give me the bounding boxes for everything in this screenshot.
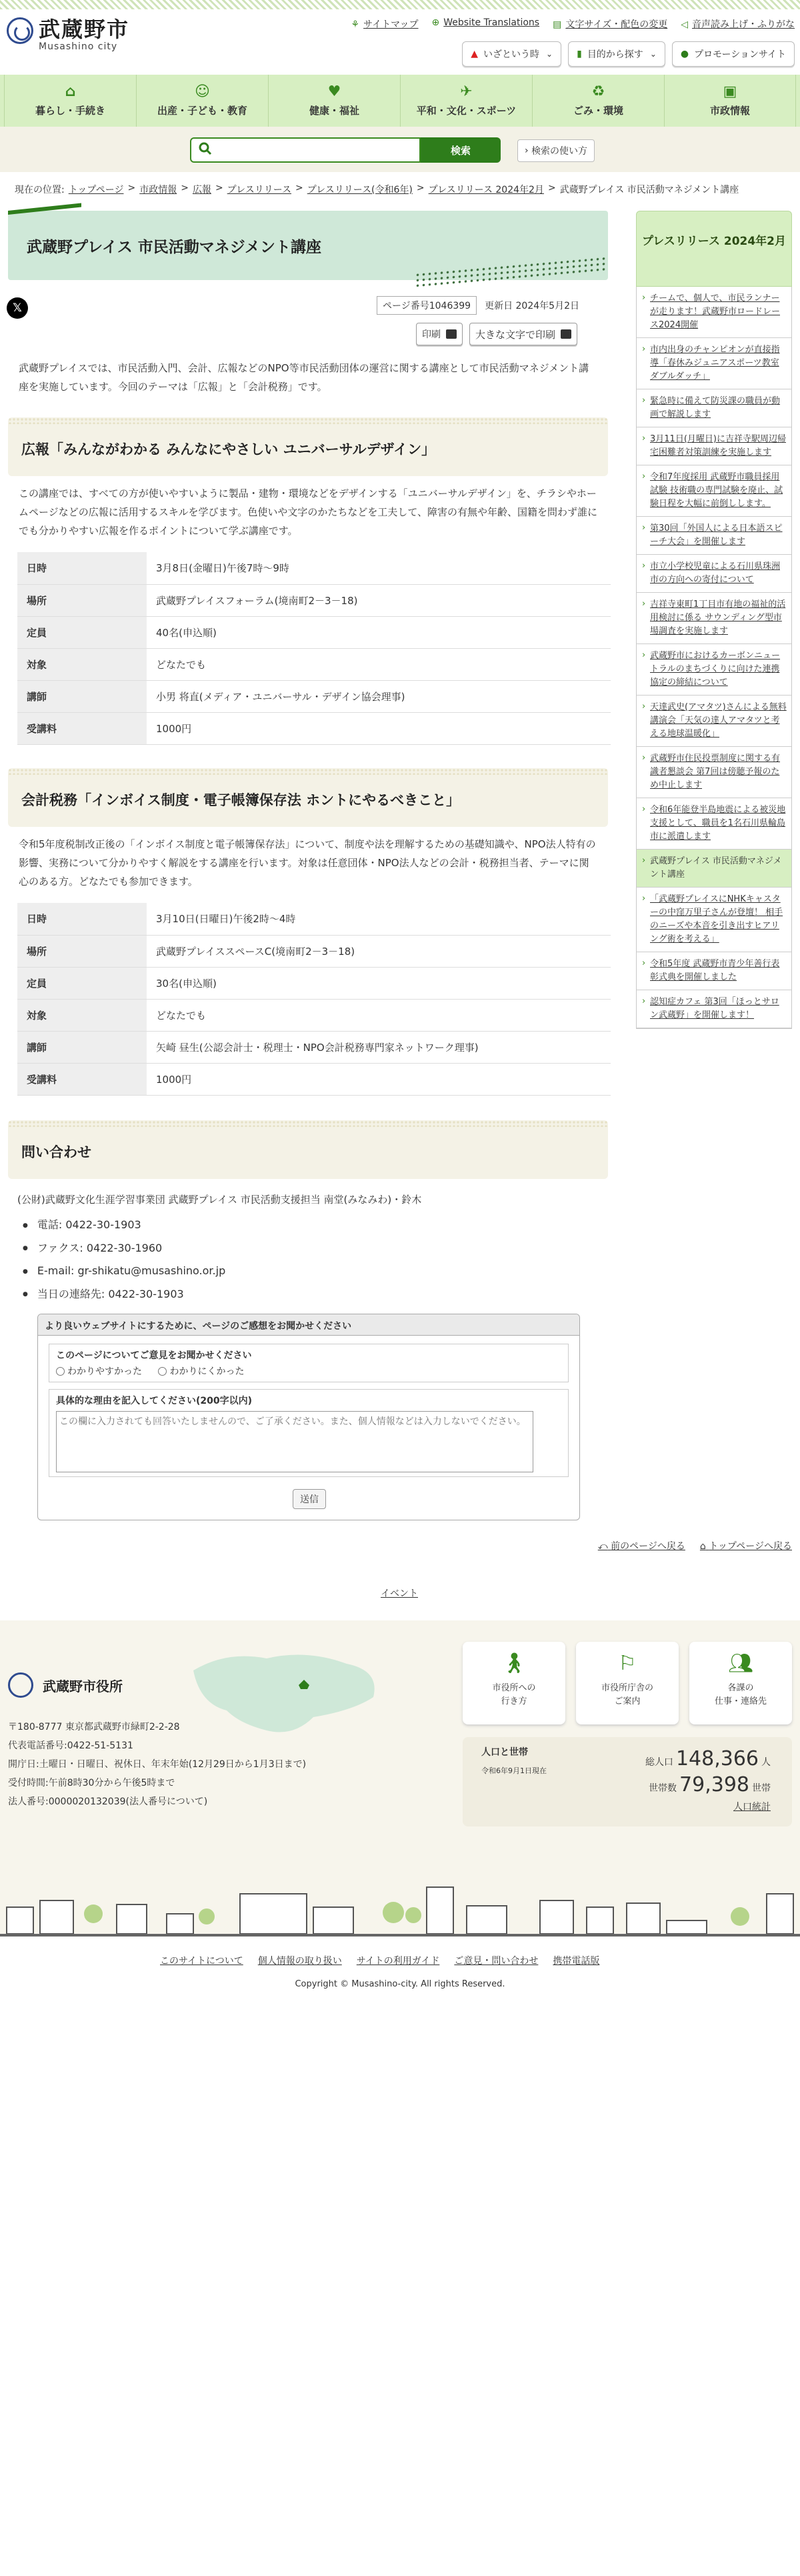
- feedback-textarea[interactable]: [56, 1411, 533, 1472]
- print-buttons: [416, 323, 577, 345]
- table-row: 定員 40名(申込順): [17, 616, 611, 648]
- sidebar-item[interactable]: › 吉祥寺東町1丁目市有地の福祉的活用検討に係る サウンディング型市場調査を実施します: [637, 593, 791, 644]
- sitemap-link[interactable]: ⚘ サイトマップ: [351, 19, 419, 30]
- logo-title: 武蔵野市: [39, 17, 130, 42]
- nav-government[interactable]: ▣ 市政情報: [664, 75, 796, 127]
- intro-text: 武蔵野プレイスでは、市民活動入門、会計、広報などのNPO等市民活動団体の運営に関する講座として市民活動マネジメント講座を実施しています。今回のテーマは「広報」と「会計税務」です。: [19, 362, 589, 393]
- sidebar-item[interactable]: › 令和5年度 武蔵野市青少年善行表彰式典を開催しました: [637, 952, 791, 990]
- event-link[interactable]: イベント: [381, 1588, 418, 1599]
- list-item: ● 電話: 0422-30-1903: [23, 1214, 225, 1237]
- people-icon: 👥︎: [727, 1652, 754, 1675]
- table-row: 日時 3月8日(金曜日)午後7時～9時: [17, 552, 611, 584]
- globe-icon: ⊕: [431, 17, 440, 28]
- utility-links: [351, 17, 795, 31]
- breadcrumb-current: 武蔵野プレイス 市民活動マネジメント講座: [559, 185, 739, 195]
- send-button[interactable]: 送信: [293, 1489, 326, 1509]
- footer-logo: 武蔵野市役所: [8, 1672, 123, 1698]
- nav-children[interactable]: ☺ 出産・子ども・教育: [136, 75, 268, 127]
- copyright: Copyright © Musashino-city. All rights Reserved.: [295, 1979, 505, 1989]
- table-row: 定員 30名(申込順): [17, 967, 611, 999]
- nav-environment[interactable]: ♻ ごみ・環境: [532, 75, 664, 127]
- feedback-form: [37, 1314, 580, 1520]
- breadcrumb-link[interactable]: プレスリリース 2024年2月: [428, 185, 544, 195]
- quick-buttons: [462, 41, 795, 67]
- page-title: 武蔵野プレイス 市民活動マネジメント講座: [27, 239, 322, 256]
- contact-heading: 問い合わせ: [8, 1120, 608, 1179]
- breadcrumb-link[interactable]: プレスリリース(令和6年): [307, 185, 413, 195]
- sidebar-item[interactable]: › 令和7年度採用 武蔵野市職員採用試験 技術職の専門試験を廃止、試験日程を大幅に前倒しします。: [637, 465, 791, 517]
- search-bar: [0, 127, 800, 172]
- table-row: 受講料 1000円: [17, 712, 611, 744]
- list-item: ● ファクス: 0422-30-1960: [23, 1237, 225, 1260]
- page-number: ページ番号1046399: [377, 296, 477, 315]
- sidebar-item[interactable]: › 武蔵野市住民投票制度に関する有識者懇談会 第7回は傍聴予報のため中止します: [637, 747, 791, 798]
- section-tax-text: 令和5年度税制改正後の「インボイス制度と電子帳簿保存法」について、制度や法を理解するための基礎知識や、NPO法人特有の影響、実務について分かりやすく解説をする講座を行います。対象は任意団体・NPO法人などの会計・税務担当者、テーマに関心のある方。どなたでも参加できます。: [19, 838, 596, 888]
- sidebar-list: [636, 287, 792, 1029]
- home-icon: ⌂: [699, 1541, 706, 1552]
- access-button[interactable]: 🚶︎ 市役所への 行き方: [463, 1642, 565, 1724]
- nav-culture[interactable]: ✈ 平和・文化・スポーツ: [400, 75, 532, 127]
- nav-health[interactable]: ♥ 健康・福祉: [268, 75, 400, 127]
- footer-link[interactable]: サイトの利用ガイド: [356, 1956, 440, 1967]
- footer-link[interactable]: 個人情報の取り扱い: [257, 1956, 342, 1967]
- sidebar-item[interactable]: › チームで、個人で、市民ランナーが走ります！武蔵野市ロードレース2024開催: [637, 287, 791, 338]
- footer-link[interactable]: ご意見・問い合わせ: [454, 1956, 539, 1967]
- font-size-link[interactable]: ▤ 文字サイズ・配色の変更: [553, 19, 668, 30]
- cityscape-illustration: [0, 1874, 800, 1937]
- x-share-icon[interactable]: 𝕏: [7, 297, 28, 319]
- print-button[interactable]: 印刷: [416, 323, 463, 345]
- site-logo[interactable]: [7, 17, 129, 52]
- sidebar-item[interactable]: › 天達武史(アマタツ)さんによる無料講演会「天気の達人アマタツと考える地球温暖化」: [637, 696, 791, 747]
- document-icon: ▮: [577, 49, 582, 59]
- search-button[interactable]: 検索: [421, 137, 501, 163]
- sidebar-heading: プレスリリース 2024年2月: [636, 211, 792, 287]
- table-row: 場所 武蔵野プレイススペースC(境南町2－3－18): [17, 935, 611, 967]
- departments-button[interactable]: 👥︎ 各課の 仕事・連絡先: [689, 1642, 792, 1724]
- sidebar-item[interactable]: › 3月11日(月曜日)に吉祥寺駅周辺帰宅困難者対策訓練を実施します: [637, 427, 791, 465]
- table-row: 日時 3月10日(日曜日)午後2時～4時: [17, 903, 611, 935]
- back-link[interactable]: ⤺ 前のページへ戻る: [597, 1541, 685, 1552]
- main-content: [8, 211, 608, 280]
- sidebar-item[interactable]: › 認知症カフェ 第3回「ほっとサロン武蔵野」を開催します！: [637, 990, 791, 1028]
- promotion-button[interactable]: ● プロモーションサイト: [672, 41, 795, 67]
- radio-icon: [158, 1367, 167, 1376]
- walking-person-icon: 🚶︎: [501, 1652, 527, 1675]
- sports-icon: ✈: [460, 83, 473, 100]
- sidebar-item[interactable]: › 市立小学校児童による石川県珠洲市の方向への寄付について: [637, 555, 791, 593]
- list-item: ● 当日の連絡先: 0422-30-1903: [23, 1283, 225, 1306]
- global-nav: [0, 75, 800, 127]
- logo-subtitle: Musashino city: [39, 41, 118, 52]
- speaker-icon: ◁: [681, 19, 688, 30]
- emergency-button[interactable]: ▲ いざという時 ⌄: [462, 41, 561, 67]
- breadcrumb: 現在の位置: トップページ > 市政情報 > 広報 > プレスリリース > プレスリリース(令和6年) > プレスリリース 2024年2月 > 武蔵野プレイス 市民活動マネジメント講座: [15, 183, 739, 195]
- purpose-search-button[interactable]: ▮ 目的から探す ⌄: [568, 41, 665, 67]
- chevron-right-icon: ›: [525, 145, 529, 156]
- radio-icon: [56, 1367, 65, 1376]
- table-row: 講師 矢崎 昼生(公認会計士・税理士・NPO会計税務専門家ネットワーク理事): [17, 1031, 611, 1063]
- top-link[interactable]: ⌂ トップページへ戻る: [699, 1541, 792, 1552]
- sidebar-item-current: › 武蔵野プレイス 市民活動マネジメント講座: [637, 850, 791, 888]
- printer-icon: [561, 329, 571, 339]
- chevron-down-icon: ⌄: [649, 49, 657, 59]
- section-heading-pr: 広報「みんながわかる みんなにやさしい ユニバーサルデザイン」: [8, 417, 608, 476]
- printer-icon: [446, 329, 457, 339]
- updated-date: 更新日 2024年5月2日: [485, 301, 579, 311]
- newspaper-icon: ▣: [723, 83, 737, 100]
- list-item[interactable]: ● E-mail: gr-shikatu@musashino.or.jp: [23, 1260, 225, 1283]
- translations-link[interactable]: ⊕ Website Translations: [431, 17, 540, 28]
- breadcrumb-link[interactable]: プレスリリース: [227, 185, 291, 195]
- circle-icon: ●: [680, 49, 689, 59]
- feedback-q2: 具体的な理由を記入してください(200字以内) この欄に入力されても回答いたしませんので、ご了承ください。また、個人情報などは入力しないでください。: [49, 1389, 569, 1477]
- baby-icon: ☺: [195, 83, 210, 100]
- footer-link[interactable]: このサイトについて: [160, 1956, 243, 1967]
- population-box: 人口と世帯 令和6年9月1日現在 総人口 148,366 人 世帯数 79,398 世帯 人口統計: [463, 1737, 792, 1826]
- sitemap-icon: ⚘: [351, 19, 360, 30]
- footer-info: 〒180-8777 東京都武蔵野市緑町2-2-28 代表電話番号:0422-51-5131 開庁日:土曜日・日曜日、祝休日、年末年始(12月29日から1月3日まで) 受付時間:午前8時30分から午後5時まで 法人番号:0000020132039(法人番号について): [8, 1722, 307, 1807]
- page-title-box: [8, 211, 608, 280]
- population-stats-link[interactable]: 人口統計: [733, 1802, 771, 1812]
- event-table-pr: [17, 552, 611, 745]
- print-large-button[interactable]: 大きな文字で印刷: [469, 323, 577, 345]
- footer-link[interactable]: 携帯電話版: [553, 1956, 600, 1967]
- signpost-icon: ⚐: [618, 1652, 637, 1675]
- text-size-icon: ▤: [553, 19, 562, 30]
- hand-heart-icon: ♥: [327, 83, 341, 100]
- search-icon: [198, 141, 213, 156]
- table-row: 対象 どなたでも: [17, 648, 611, 680]
- contact-org: (公財)武蔵野文化生涯学習事業団 武蔵野プレイス 市民活動支援担当 南堂(みなみわ)・鈴木: [17, 1194, 422, 1206]
- house-icon: ⌂: [65, 83, 76, 100]
- city-emblem-icon: [8, 1672, 33, 1698]
- trash-icon: ♻: [591, 83, 605, 100]
- building-guide-button[interactable]: ⚐ 市役所庁舎の ご案内: [576, 1642, 679, 1724]
- top-stripe: [0, 0, 800, 9]
- voice-link[interactable]: ◁ 音声読み上げ・ふりがな: [681, 19, 795, 30]
- search-help-button[interactable]: › 検索の使い方: [517, 139, 595, 162]
- search-input[interactable]: [190, 137, 421, 163]
- table-row: 受講料 1000円: [17, 1063, 611, 1095]
- section-heading-tax: 会計税務「インボイス制度・電子帳簿保存法 ホントにやるべきこと」: [8, 768, 608, 827]
- sidebar-item[interactable]: › 第30回「外国人による日本語スピーチ大会」を開催します: [637, 517, 791, 555]
- breadcrumb-link[interactable]: トップページ: [68, 185, 124, 195]
- page-nav: [598, 1539, 792, 1552]
- event-table-tax: [17, 903, 611, 1096]
- sidebar-item[interactable]: › 令和6年能登半島地震による被災地支援として、職員を1名石川県輪島市に派遣します: [637, 798, 791, 850]
- contact-list: [23, 1214, 225, 1306]
- city-emblem-icon: [7, 17, 33, 44]
- table-row: 講師 小男 将直(メディア・ユニバーサル・デザイン協会理事): [17, 680, 611, 712]
- sidebar-item[interactable]: › 市内出身のチャンピオンが直接指導「春休みジュニアスポーツ教室 ダブルダッチ」: [637, 338, 791, 389]
- sidebar-item[interactable]: › 武蔵野市におけるカーボンニュートラルのまちづくりに向けた連携協定の締結について: [637, 644, 791, 696]
- feedback-q1: このページについてご意見をお聞かせください わかりやすかった わかりにくかった: [49, 1344, 569, 1382]
- page-meta: [377, 296, 582, 315]
- sidebar-item[interactable]: › 「武蔵野プレイスにNHKキャスターの中窪万里子さんが登壇！ 相手のニーズや本音を引き出すヒアリング術を考える」: [637, 888, 791, 952]
- footer-links: [160, 1954, 599, 1967]
- feedback-title: より良いウェブサイトにするために、ページのご感想をお聞かせください: [38, 1314, 579, 1336]
- return-icon: ⤺: [597, 1541, 608, 1552]
- breadcrumb-link[interactable]: 広報: [192, 185, 211, 195]
- chevron-down-icon: ⌄: [546, 49, 553, 59]
- table-row: 対象 どなたでも: [17, 999, 611, 1031]
- sidebar-item[interactable]: › 緊急時に備えて防災課の職員が動画で解説します: [637, 389, 791, 427]
- warning-icon: ▲: [471, 49, 479, 59]
- nav-life[interactable]: ⌂ 暮らし・手続き: [4, 75, 136, 127]
- radio-clear[interactable]: わかりやすかった: [56, 1364, 142, 1378]
- radio-unclear[interactable]: わかりにくかった: [158, 1364, 244, 1378]
- table-row: 場所 武蔵野プレイスフォーラム(境南町2－3－18): [17, 584, 611, 616]
- section-pr-text: この講座では、すべての方が使いやすいように製品・建物・環境などをデザインする「ユニバーサルデザイン」を、チラシやホームページなどの広報に活用するスキルを学びます。色使いや文字のかたちなどを工夫して、障害の有無や年齢、国籍を問わず誰にでも分かりやすい広報を作るポイントについて学ぶ講座です。: [19, 487, 598, 537]
- sidebar: [636, 211, 792, 1029]
- breadcrumb-link[interactable]: 市政情報: [139, 185, 177, 195]
